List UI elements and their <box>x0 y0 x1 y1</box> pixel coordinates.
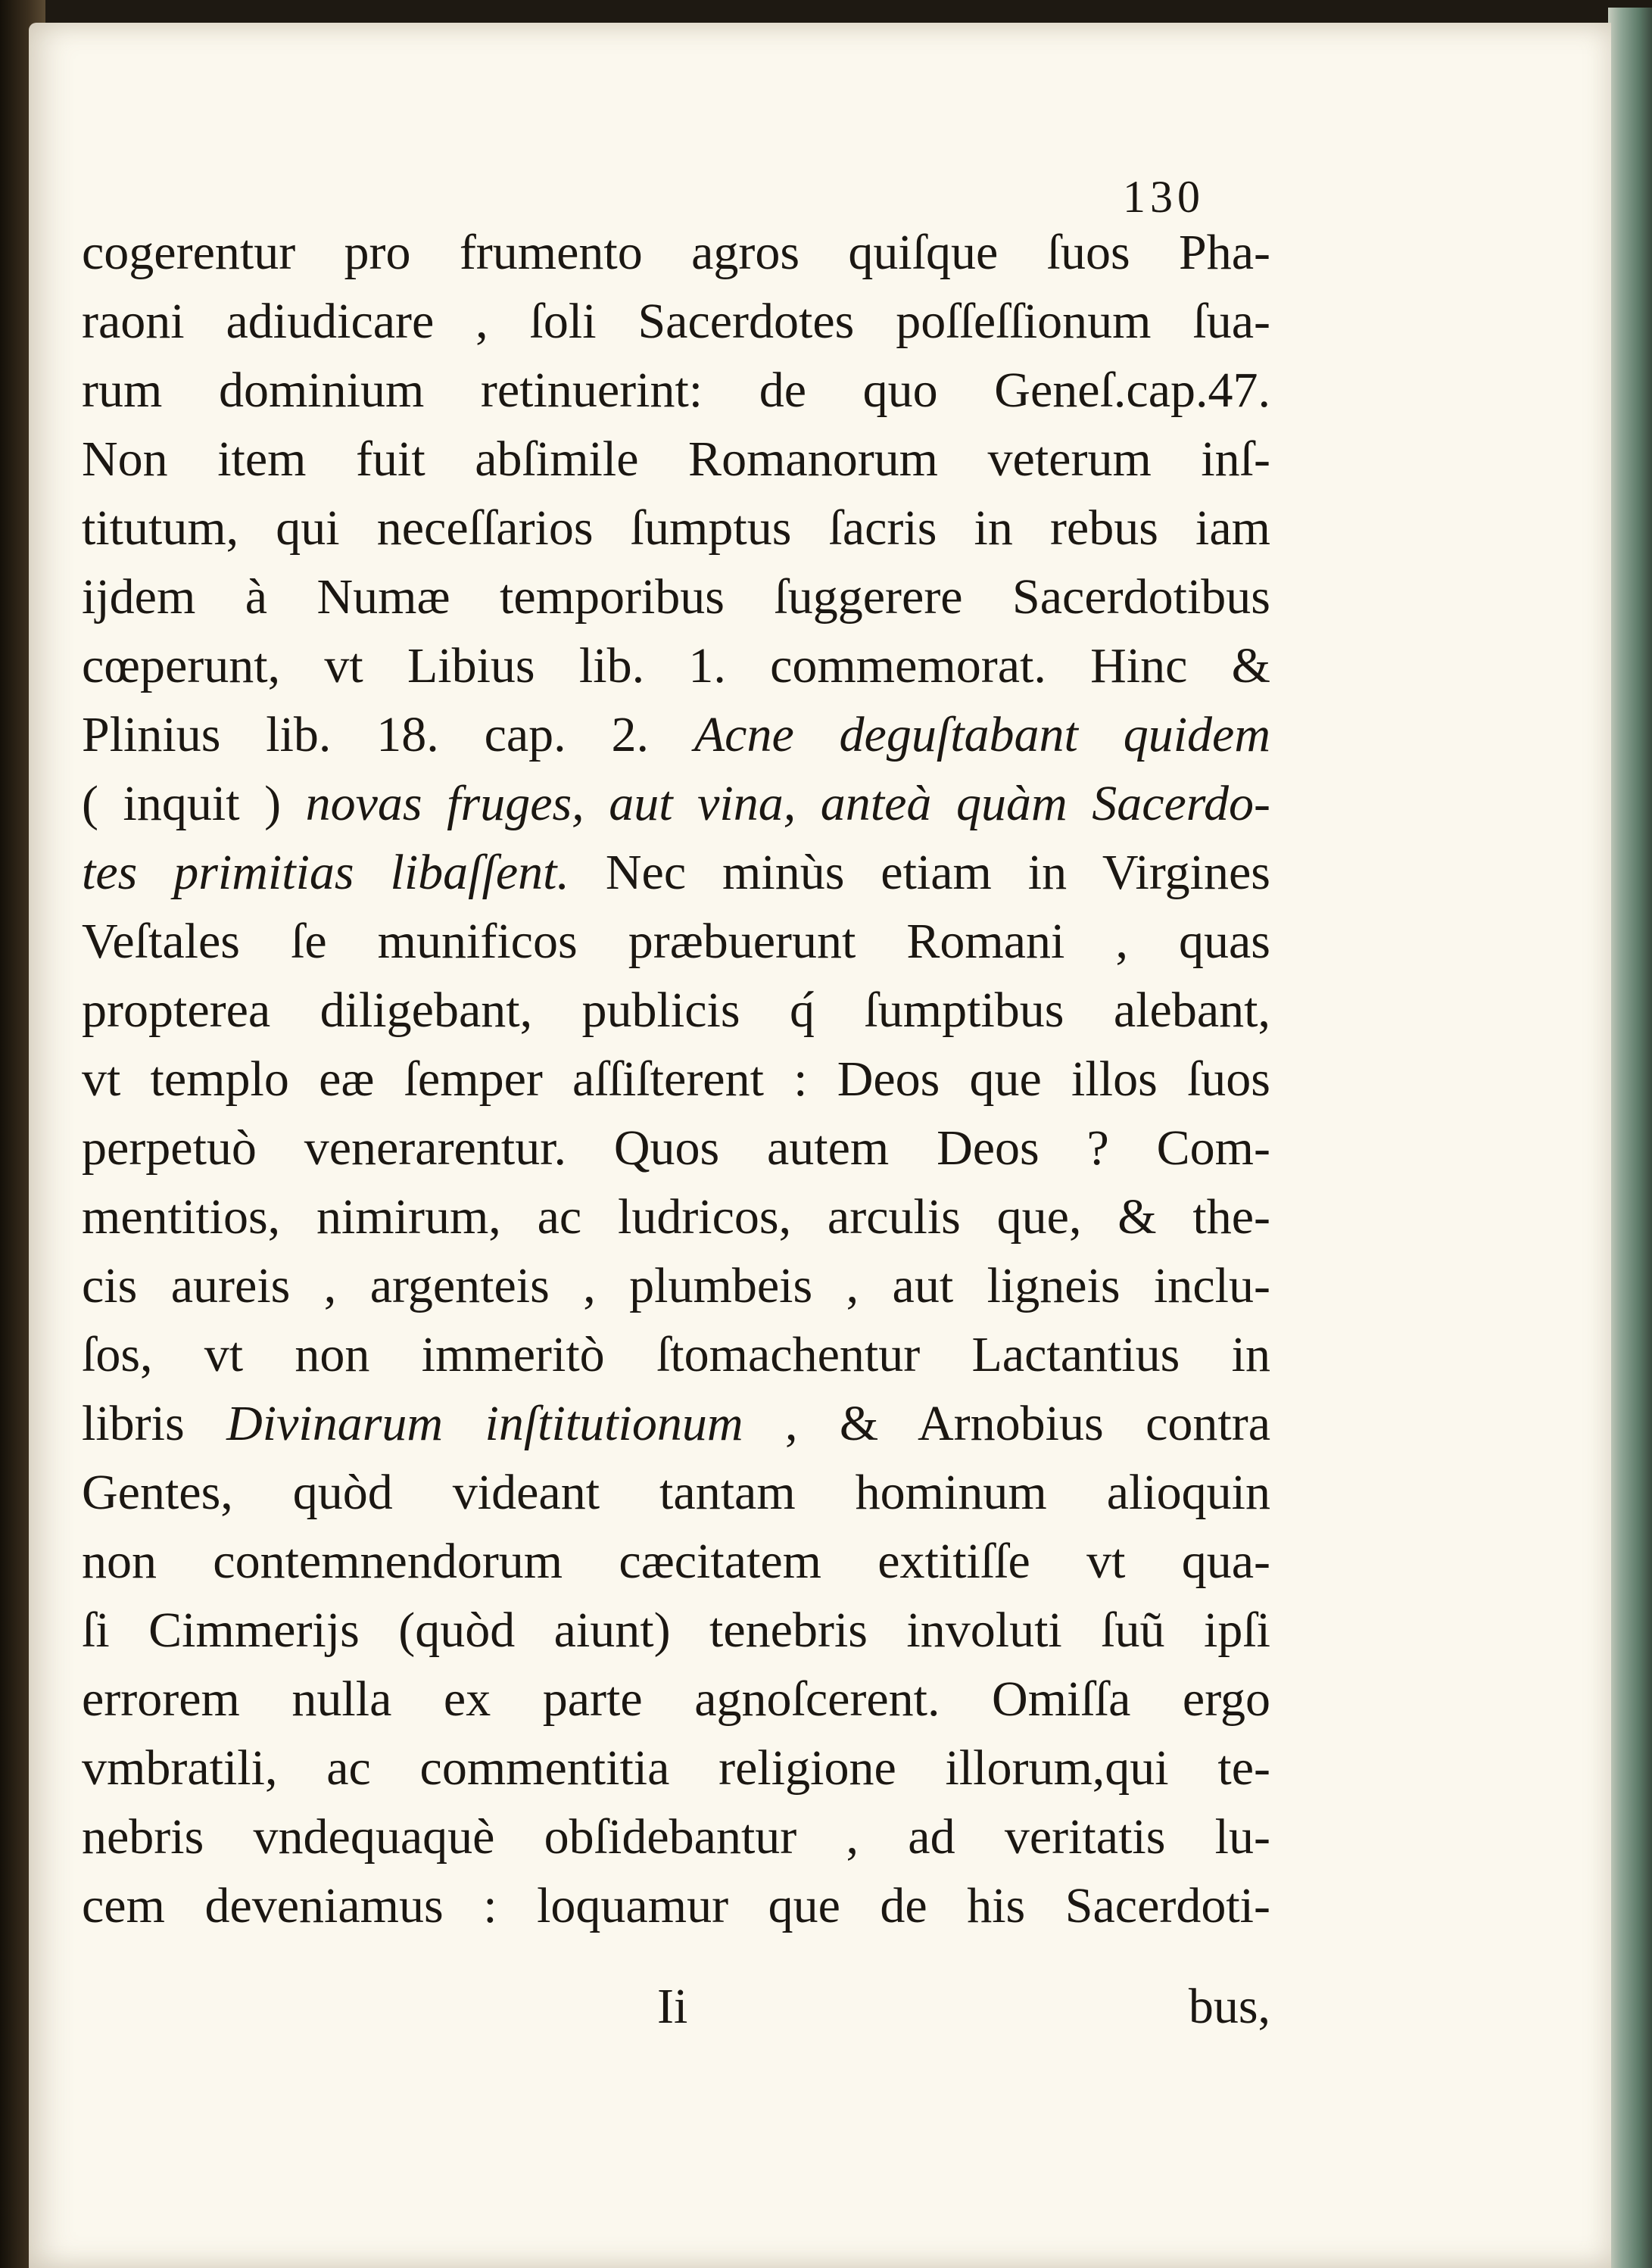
signature-mark: Ii <box>657 1979 688 2034</box>
roman-text: , & Arnobius contra <box>743 1396 1271 1451</box>
roman-text: vt templo eæ ſemper aſſiſterent : Deos que illos ſuos <box>82 1051 1270 1107</box>
roman-text: titutum, qui neceſſarios ſumptus ſacris in rebus iam <box>82 500 1270 556</box>
text-line <box>82 1871 1270 1940</box>
page-number: 130 <box>1123 172 1205 222</box>
roman-text: Nec minùs etiam in Virgines <box>569 845 1270 900</box>
italic-text: Divinarum inſtitutionum <box>226 1396 743 1451</box>
text-line <box>82 1114 1270 1182</box>
text-line <box>82 1665 1270 1734</box>
text-line <box>82 287 1270 356</box>
roman-text: non contemnendorum cæcitatem extitiſſe vt qua- <box>82 1534 1270 1589</box>
roman-text: ſos, vt non immeritò ſtomachentur Lactantius in <box>82 1327 1270 1382</box>
page-fore-edge <box>1608 8 1652 2268</box>
text-line <box>82 838 1270 907</box>
text-line <box>82 976 1270 1045</box>
text-line <box>82 1320 1270 1389</box>
roman-text: cœperunt, vt Libius lib. 1. commemorat. Hinc & <box>82 638 1270 693</box>
roman-text: ijdem à Numæ temporibus ſuggerere Sacerdotibus <box>82 569 1270 625</box>
roman-text: perpetuò venerarentur. Quos autem Deos ? Com- <box>82 1120 1270 1176</box>
roman-text: propterea diligebant, publicis q́ ſumptibus alebant, <box>82 983 1270 1038</box>
italic-text: Acne deguſtabant quidem <box>694 707 1270 762</box>
text-line <box>82 1389 1270 1458</box>
text-line <box>82 1251 1270 1320</box>
text-line <box>82 356 1270 425</box>
text-line <box>82 1182 1270 1251</box>
text-line <box>82 1596 1270 1665</box>
roman-text: libris <box>82 1396 227 1451</box>
text-line <box>82 1802 1270 1871</box>
italic-text: tes primitias libaſſent. <box>82 845 569 900</box>
roman-text: Veſtales ſe munificos præbuerunt Romani , quas <box>82 914 1270 969</box>
page-footer <box>82 1972 1270 2041</box>
text-line <box>82 700 1270 769</box>
roman-text: raoni adiudicare , ſoli Sacerdotes poſſeſſionum ſua- <box>82 294 1270 349</box>
text-line <box>82 907 1270 976</box>
text-line <box>82 1734 1270 1802</box>
roman-text: Plinius lib. 18. cap. 2. <box>82 707 694 762</box>
text-line <box>82 562 1270 631</box>
roman-text: nebris vndequaquè obſidebantur , ad veritatis lu- <box>82 1809 1270 1865</box>
text-line <box>82 769 1270 838</box>
roman-text: Gentes, quòd videant tantam hominum alioquin <box>82 1465 1270 1520</box>
text-line <box>82 218 1270 287</box>
roman-text: Non item fuit abſimile Romanorum veterum inſ- <box>82 431 1270 487</box>
book-page <box>29 23 1611 2268</box>
text-line <box>82 631 1270 700</box>
roman-text: cogerentur pro frumento agros quiſque ſuos Pha- <box>82 225 1270 280</box>
text-line <box>82 494 1270 562</box>
roman-text: ſi Cimmerijs (quòd aiunt) tenebris involuti ſuũ ipſi <box>82 1603 1270 1658</box>
text-line <box>82 1527 1270 1596</box>
roman-text: cem deveniamus : loquamur que de his Sacerdoti- <box>82 1878 1270 1933</box>
italic-text: novas fruges, aut vina, anteà quàm Sacerdo- <box>305 776 1271 831</box>
roman-text: vmbratili, ac commentitia religione illorum,qui te- <box>82 1740 1270 1796</box>
roman-text: cis aureis , argenteis , plumbeis , aut ligneis inclu- <box>82 1258 1270 1313</box>
roman-text: ( inquit ) <box>82 776 306 831</box>
roman-text: rum dominium retinuerint: de quo Geneſ.cap.47. <box>82 363 1270 418</box>
roman-text: mentitios, nimirum, ac ludricos, arculis que, & the- <box>82 1189 1270 1245</box>
text-line <box>82 1458 1270 1527</box>
body-text <box>82 218 1270 1940</box>
text-line <box>82 1045 1270 1114</box>
text-line <box>82 425 1270 494</box>
catchword: bus, <box>1188 1979 1270 2034</box>
roman-text: errorem nulla ex parte agnoſcerent. Omiſſa ergo <box>82 1671 1270 1727</box>
